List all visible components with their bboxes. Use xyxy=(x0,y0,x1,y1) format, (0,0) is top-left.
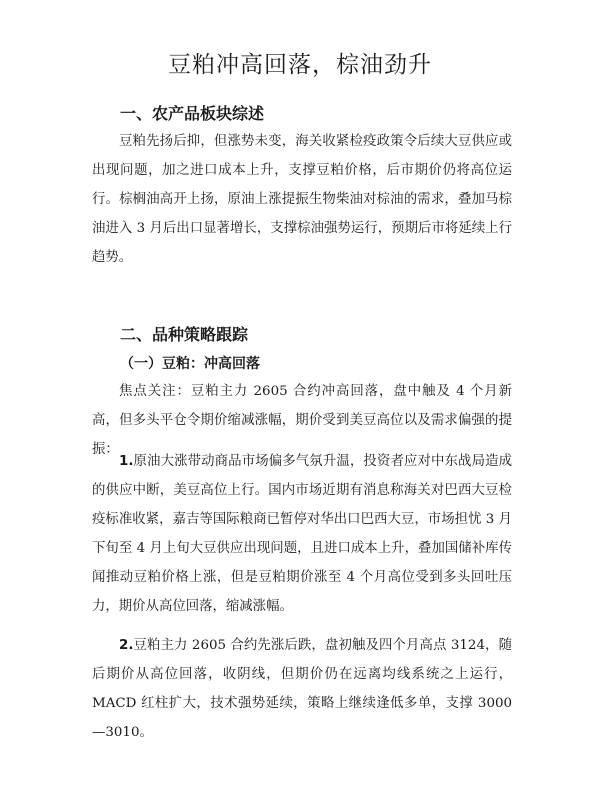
section1-paragraph: 豆粕先扬后抑，但涨势未变，海关收紧检疫政策令后续大豆供应或出现问题，加之进口成本上升，支撑豆粕价格，后市期价仍将高位运行。棕榈油高开上扬，原油上涨提振生物柴油对棕油的需求，叠加马棕油进入 3 月后出口显著增长，支撑棕油强势运行，预期后市将延续上行趋势。 xyxy=(92,134,512,265)
point1-paragraph xyxy=(92,447,512,621)
section1-heading: 一、农产品板块综述 xyxy=(120,104,265,123)
point1-text: 原油大涨带动商品市场偏多气氛升温，投资者应对中东战局造成的供应中断，美豆高位上行。国内市场近期有消息称海关对巴西大豆检疫标准收紧，嘉吉等国际粮商已暂停对华出口巴西大豆，市场担忧 3 月下旬至 4 月上旬大豆供应出现问题，且进口成本上升，叠加国储补库传闻推动豆粕价格上涨，但是豆粕期价涨至 4 个月高位受到多头回吐压力，期价从高位回落，缩减涨幅。 xyxy=(92,454,512,614)
document-title: 豆粕冲高回落，棕油劲升 xyxy=(168,52,432,78)
section2-heading: 二、品种策略跟踪 xyxy=(120,325,249,344)
point2-text: 豆粕主力 2605 合约先涨后跌，盘初触及四个月高点 3124，随后期价从高位回落，收阴线，但期价仍在远离均线系统之上运行，MACD 红柱扩大，技术强势延续，策略上继续逢低多单，支撑 3000—3010。 xyxy=(92,638,512,740)
point2-number: 2. xyxy=(119,638,134,653)
subsection1-heading: （一）豆粕：冲高回落 xyxy=(120,356,260,372)
focus-paragraph: 焦点关注：豆粕主力 2605 合约冲高回落，盘中触及 4 个月新高，但多头平仓令期价缩减涨幅，期价受到美豆高位以及需求偏强的提振： xyxy=(92,384,512,457)
point2-paragraph xyxy=(92,631,512,747)
point1-number: 1. xyxy=(119,454,134,469)
